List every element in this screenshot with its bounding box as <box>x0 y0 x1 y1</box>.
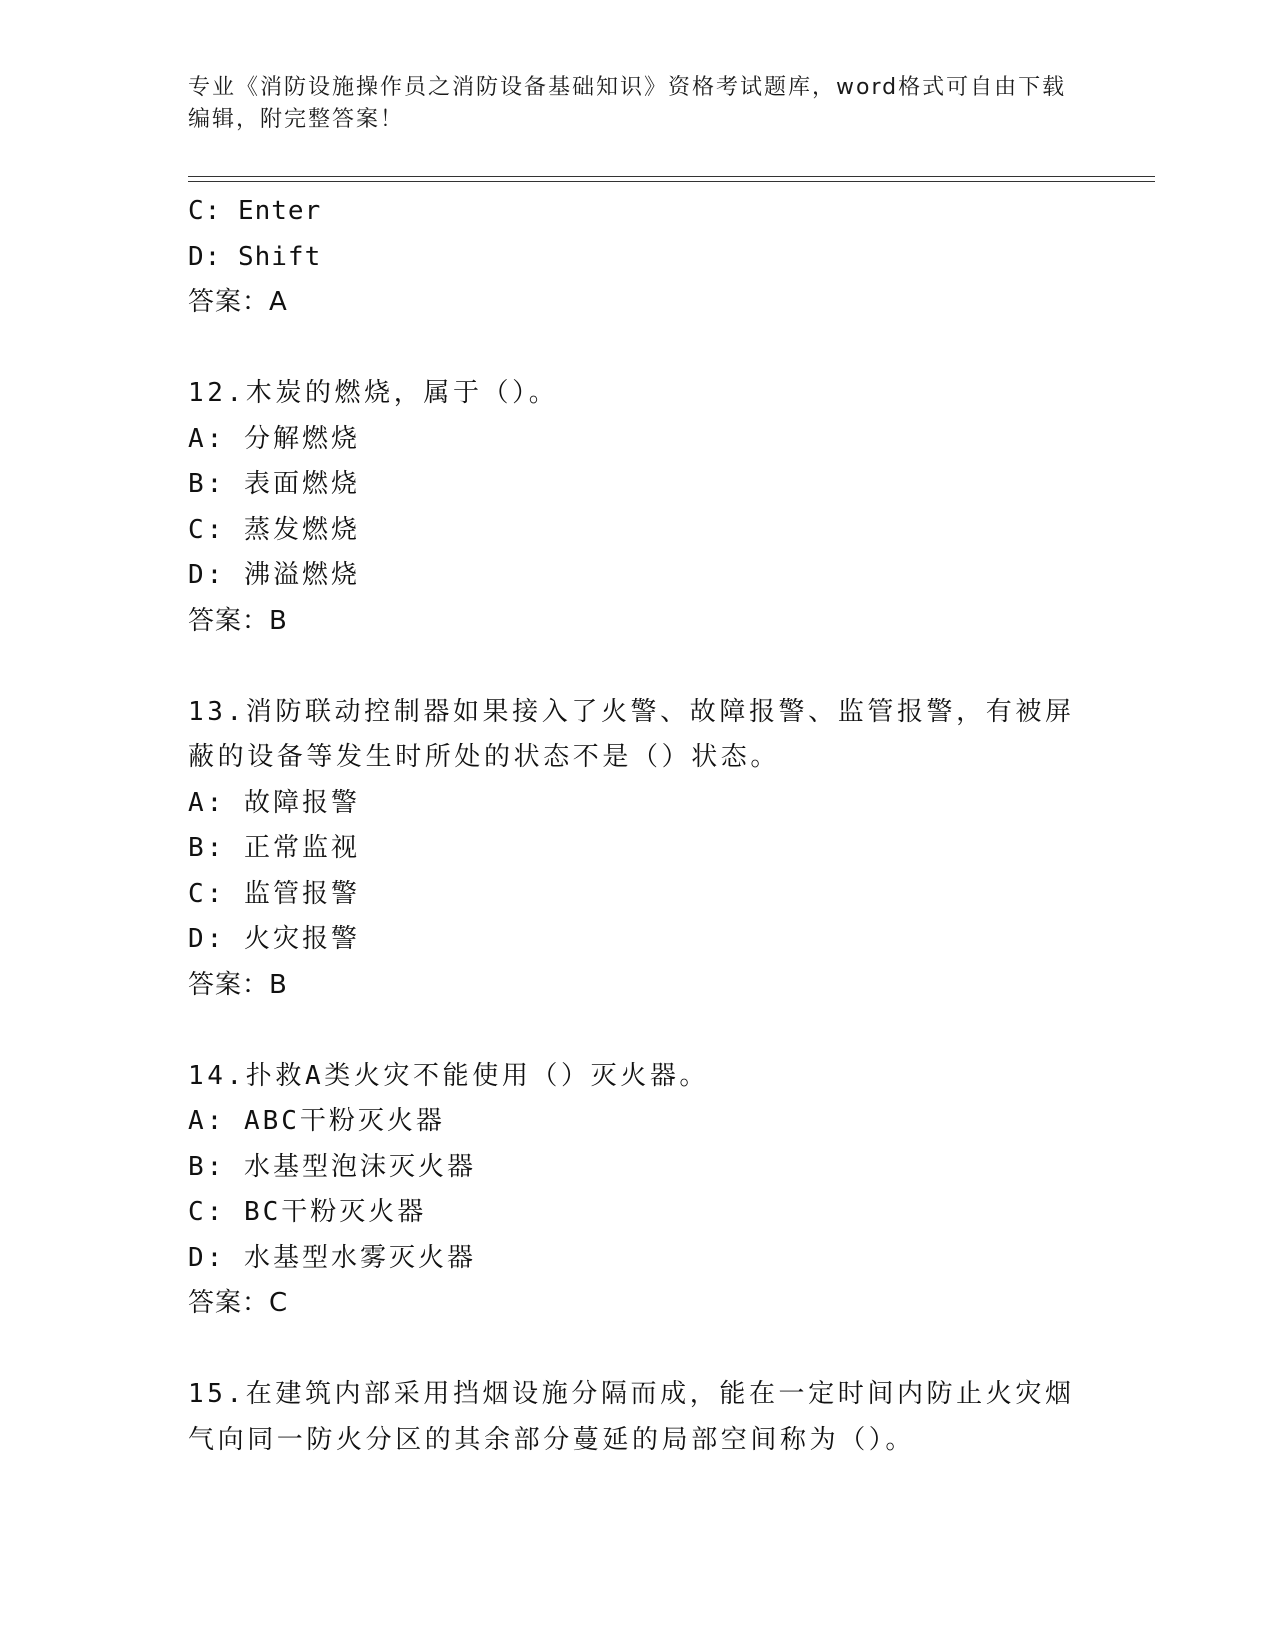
question-11-partial <box>188 189 1088 326</box>
spacer <box>188 1327 1088 1373</box>
option-a: A: 故障报警 <box>188 787 360 818</box>
option-c: C: Enter <box>188 196 322 226</box>
question-stem: 12.木炭的燃烧，属于（）。 <box>188 378 559 408</box>
option-d: D: Shift <box>188 241 322 272</box>
document-header <box>188 72 1068 136</box>
answer: 答案：B <box>188 969 288 1000</box>
spacer <box>188 1008 1088 1054</box>
option-b: B: 水基型泡沫灭火器 <box>188 1151 476 1182</box>
question-12 <box>188 371 1088 644</box>
question-13 <box>188 690 1088 1009</box>
question-list <box>188 189 1088 1463</box>
answer: 答案：B <box>188 605 288 636</box>
header-text: 专业《消防设施操作员之消防设备基础知识》资格考试题库，word格式可自由下载编辑，附完整答案！ <box>188 75 1067 132</box>
question-stem: 15.在建筑内部采用挡烟设施分隔而成，能在一定时间内防止火灾烟气向同一防火分区的其余部分蔓延的局部空间称为（）。 <box>188 1379 1075 1455</box>
answer: 答案：A <box>188 287 288 317</box>
spacer <box>188 326 1088 372</box>
option-c: C: BC干粉灭火器 <box>188 1197 427 1227</box>
option-a: A: 分解燃烧 <box>188 423 360 454</box>
question-15 <box>188 1372 1088 1463</box>
option-c: C: 蒸发燃烧 <box>188 514 360 545</box>
spacer <box>188 644 1088 690</box>
question-stem: 14.扑救A类火灾不能使用（）灭火器。 <box>188 1060 710 1091</box>
header-rule-top <box>188 176 1155 177</box>
option-b: B: 表面燃烧 <box>188 469 360 499</box>
answer: 答案：C <box>188 1288 289 1318</box>
option-d: D: 水基型水雾灭火器 <box>188 1242 476 1273</box>
option-a: A: ABC干粉灭火器 <box>188 1106 445 1136</box>
option-d: D: 沸溢燃烧 <box>188 560 360 590</box>
question-stem: 13.消防联动控制器如果接入了火警、故障报警、监管报警，有被屏蔽的设备等发生时所处的状态不是（）状态。 <box>188 696 1075 772</box>
header-rule-bottom <box>188 181 1155 182</box>
question-14 <box>188 1054 1088 1327</box>
option-c: C: 监管报警 <box>188 878 360 909</box>
option-d: D: 火灾报警 <box>188 924 360 954</box>
option-b: B: 正常监视 <box>188 833 360 863</box>
